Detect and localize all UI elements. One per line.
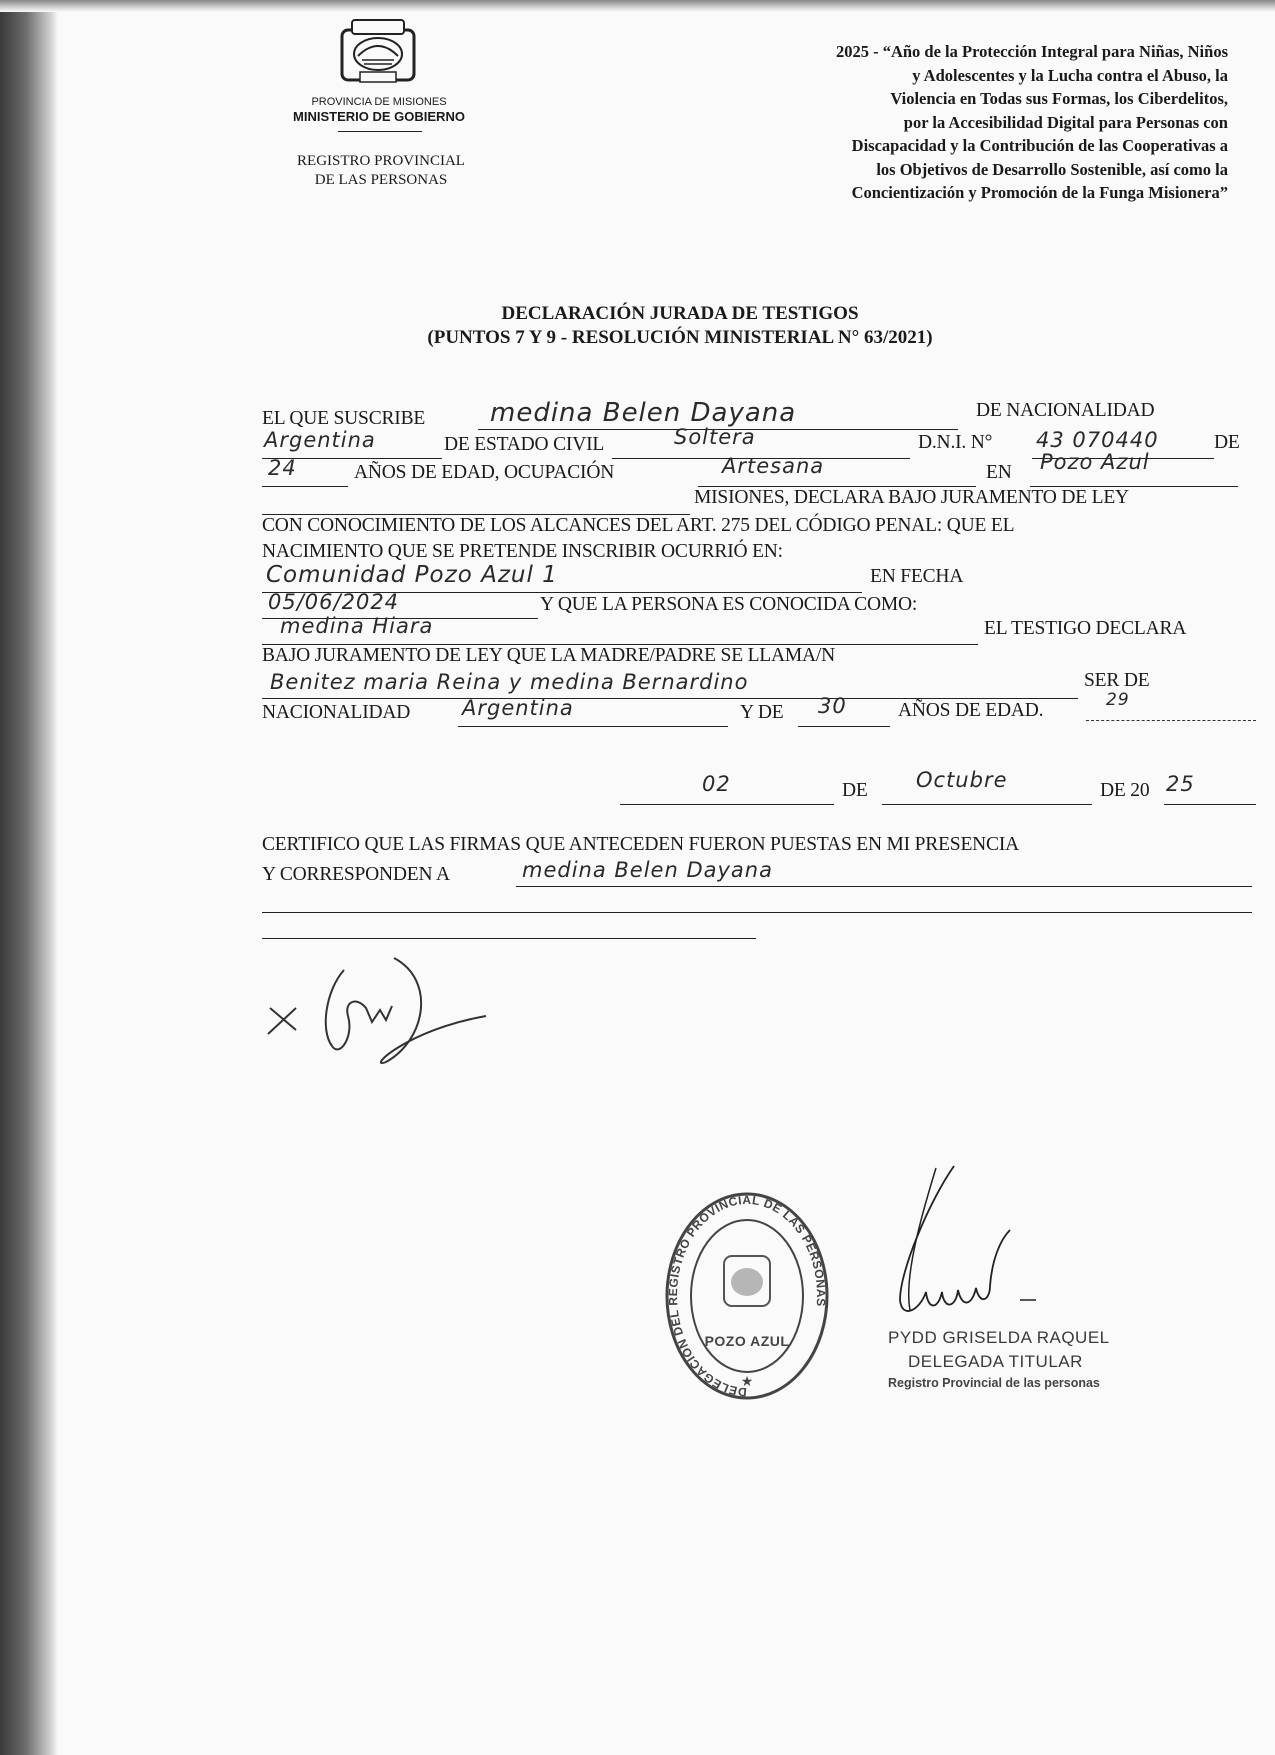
scan-dark-edge — [0, 0, 58, 1755]
field-place-cont — [262, 490, 690, 515]
field-cert-line-2 — [262, 892, 1252, 913]
hw-parent-age: 30 — [818, 694, 847, 718]
label-conocimiento: CON CONOCIMIENTO DE LOS ALCANCES DEL ART. 275 DEL CÓDIGO PENAL: QUE EL — [262, 515, 1015, 536]
ministry-name: MINISTERIO DE GOBIERNO — [293, 109, 465, 124]
provincial-seal-logo — [334, 16, 422, 88]
witness-signature — [256, 950, 496, 1070]
official-signature — [880, 1160, 1080, 1330]
hw-civil-status: Soltera — [674, 425, 756, 449]
year-motto — [540, 40, 1228, 205]
header-divider — [338, 131, 422, 132]
label-date-de-20: DE 20 — [1100, 780, 1150, 801]
hw-month: Octubre — [916, 768, 1008, 792]
official-role: DELEGADA TITULAR — [908, 1352, 1083, 1371]
label-de: DE — [1214, 432, 1240, 453]
field-cert-line-3 — [262, 918, 756, 939]
motto-line: los Objetivos de Desarrollo Sostenible, así como la — [876, 159, 1228, 179]
label-date-de: DE — [842, 780, 868, 801]
label-el-que-suscribe: EL QUE SUSCRIBE — [262, 408, 426, 429]
document-subtitle: (PUNTOS 7 Y 9 - RESOLUCIÓN MINISTERIAL N° 63/2021) — [427, 327, 933, 348]
label-en: EN — [986, 462, 1012, 483]
motto-line: por la Accesibilidad Digital para Personas con — [903, 112, 1228, 132]
label-de-nacionalidad: DE NACIONALIDAD — [976, 400, 1155, 421]
hw-day: 02 — [702, 772, 731, 796]
motto-line: Concientización y Promoción de la Funga Misionera” — [851, 183, 1228, 202]
hw-dni: 43 070440 — [1036, 428, 1159, 452]
document-title: DECLARACIÓN JURADA DE TESTIGOS — [501, 303, 859, 324]
official-org: Registro Provincial de las personas — [888, 1376, 1100, 1390]
stamp-ring-text: DELEGACION DEL REGISTRO PROVINCIAL DE LAS PERSONAS — [665, 1192, 829, 1400]
hw-name: medina Belen Dayana — [490, 398, 797, 428]
label-nacionalidad: NACIONALIDAD — [262, 702, 411, 723]
hw-parents: Benitez maria Reina y medina Bernardino — [270, 670, 749, 694]
official-name: PYDD GRISELDA RAQUEL — [888, 1328, 1110, 1347]
motto-line: Discapacidad y la Contribución de las Cooperativas a — [851, 136, 1228, 155]
label-certifico: CERTIFICO QUE LAS FIRMAS QUE ANTECEDEN FUERON PUESTAS EN MI PRESENCIA — [262, 834, 1020, 855]
motto-line: 2025 - “Año de la Protección Integral para Niñas, Niños — [835, 42, 1228, 61]
registry-line-2: DE LAS PERSONAS — [314, 172, 448, 188]
stamp-star: ★ — [740, 1375, 754, 1390]
motto-line: y Adolescentes y la Lucha contra el Abuso, la — [912, 65, 1228, 85]
label-testigo-declara: EL TESTIGO DECLARA — [984, 618, 1187, 639]
motto-line: Violencia en Todas sus Formas, los Ciberdelitos, — [890, 89, 1228, 108]
hw-year-suffix: 25 — [1166, 772, 1195, 796]
hw-birth-date: 05/06/2024 — [268, 590, 400, 614]
official-round-stamp — [662, 1188, 832, 1408]
stamp-inner-text: POZO AZUL — [704, 1333, 790, 1349]
label-misiones-declara: MISIONES, DECLARA BAJO JURAMENTO DE LEY — [694, 487, 1129, 508]
hw-place: Pozo Azul — [1040, 450, 1150, 474]
hw-nationality: Argentina — [264, 428, 376, 452]
label-en-fecha: EN FECHA — [870, 566, 964, 587]
label-conocida-como: Y QUE LA PERSONA ES CONOCIDA COMO: — [540, 594, 918, 615]
registry-line-1: REGISTRO PROVINCIAL — [297, 153, 465, 169]
label-y-de: Y DE — [740, 702, 784, 723]
hw-known-as: medina Hiara — [280, 614, 434, 638]
label-ser-de: SER DE — [1084, 670, 1150, 691]
hw-birth-place: Comunidad Pozo Azul 1 — [266, 562, 558, 588]
hw-age-extra: 29 — [1106, 690, 1130, 710]
label-bajo-juramento: BAJO JURAMENTO DE LEY QUE LA MADRE/PADRE SE LLAMA/N — [262, 645, 836, 666]
hw-occupation: Artesana — [722, 454, 825, 478]
label-anos-edad: AÑOS DE EDAD. — [898, 700, 1044, 721]
hw-cert-name: medina Belen Dayana — [522, 858, 773, 882]
hw-age: 24 — [268, 456, 297, 480]
hw-parents-nationality: Argentina — [462, 696, 574, 720]
label-corresponden-a: Y CORRESPONDEN A — [262, 864, 450, 885]
province-name: PROVINCIA DE MISIONES — [311, 96, 447, 108]
label-dni: D.N.I. N° — [918, 432, 993, 453]
label-anos-ocupacion: AÑOS DE EDAD, OCUPACIÓN — [354, 462, 615, 483]
label-estado-civil: DE ESTADO CIVIL — [444, 434, 605, 455]
label-nacimiento: NACIMIENTO QUE SE PRETENDE INSCRIBIR OCURRIÓ EN: — [262, 541, 783, 562]
scan-top-strip — [0, 0, 1275, 12]
